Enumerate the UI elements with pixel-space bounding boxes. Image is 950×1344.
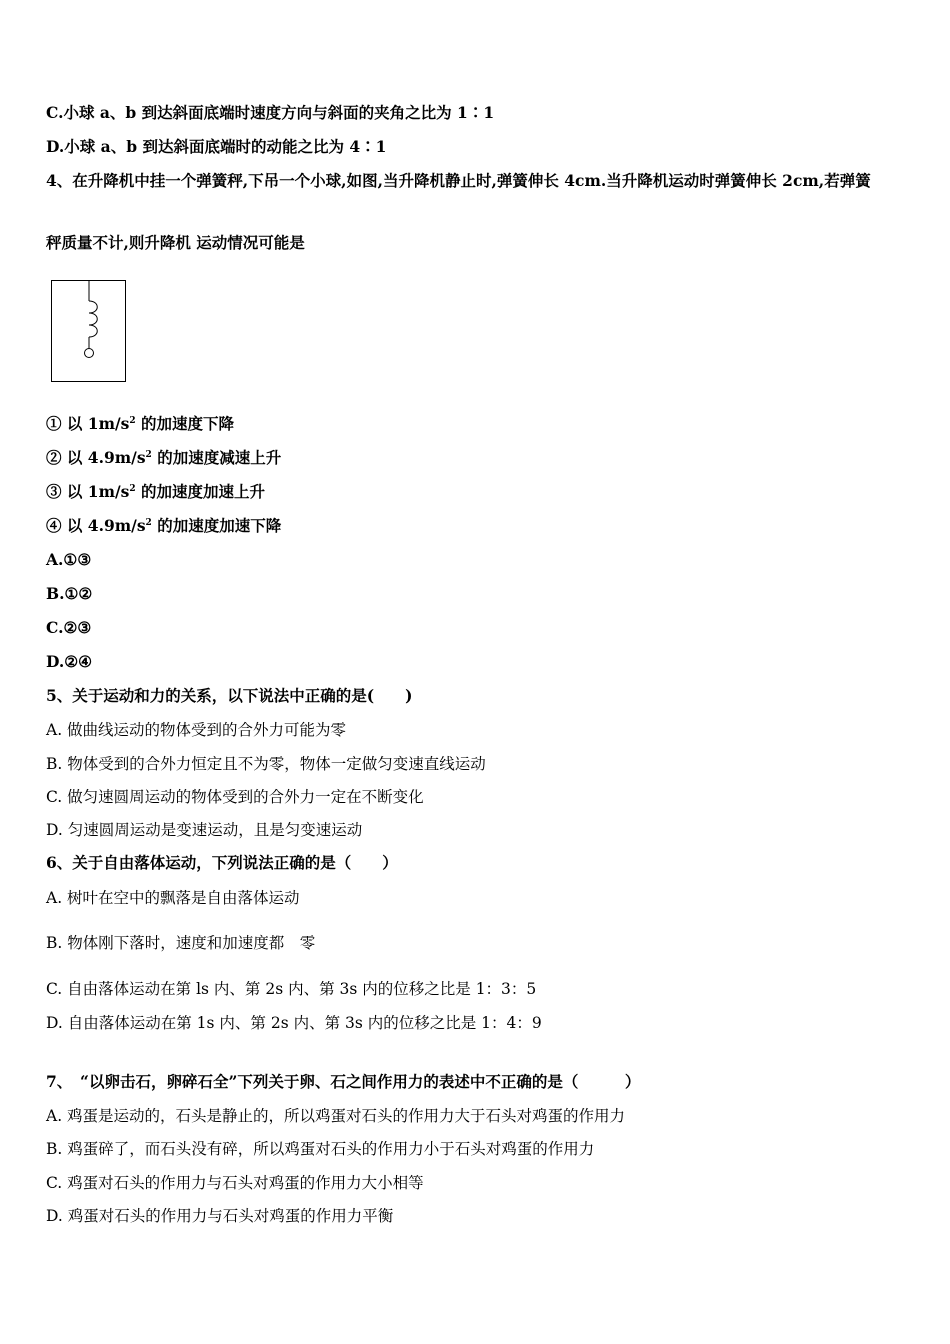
q6-option-d: D. 自由落体运动在第 1s 内、第 2s 内、第 3s 内的位移之比是 1：4：9 <box>46 1014 542 1032</box>
q5-option-c: C. 做匀速圆周运动的物体受到的合外力一定在不断变化 <box>46 788 424 806</box>
q6-option-a: A. 树叶在空中的飘落是自由落体运动 <box>46 889 300 907</box>
q5-option-b: B. 物体受到的合外力恒定且不为零，物体一定做匀变速直线运动 <box>46 755 486 773</box>
q3-option-d: D.小球 a、b 到达斜面底端时的动能之比为 4∶1 <box>46 137 387 156</box>
q4-item-4: ④ 以 $4.9m/s^2$ 的加速度加速下降 <box>46 516 282 535</box>
q5-option-d: D. 匀速圆周运动是变速运动，且是匀变速运动 <box>46 821 363 839</box>
q6-stem: 6、关于自由落体运动，下列说法正确的是（ ） <box>46 853 398 872</box>
q5-option-a: A. 做曲线运动的物体受到的合外力可能为零 <box>46 721 347 739</box>
q7-option-b: B. 鸡蛋碎了，而石头没有碎，所以鸡蛋对石头的作用力小于石头对鸡蛋的作用力 <box>46 1140 595 1158</box>
elevator-spring-figure <box>50 279 128 385</box>
q4-stem-line1: 4、在升降机中挂一个弹簧秤,下吊一个小球,如图,当升降机静止时,弹簧伸长 4cm.当升降机运动时弹簧伸长 2cm,若弹簧 <box>46 171 871 190</box>
q4-option-c: C.②③ <box>46 618 92 637</box>
q4-stem-line2: 秤质量不计,则升降机 运动情况可能是 <box>46 233 305 252</box>
q6-option-b: B. 物体刚下落时，速度和加速度都 零 <box>46 934 316 952</box>
q5-stem: 5、关于运动和力的关系，以下说法中正确的是( ) <box>46 686 413 705</box>
q3-option-c: C.小球 a、b 到达斜面底端时速度方向与斜面的夹角之比为 1∶1 <box>46 103 495 122</box>
q4-option-d: D.②④ <box>46 652 93 671</box>
q7-option-c: C. 鸡蛋对石头的作用力与石头对鸡蛋的作用力大小相等 <box>46 1174 424 1192</box>
q4-option-b: B.①② <box>46 584 93 603</box>
q4-item-3: ③ 以 $1m/s^2$ 的加速度加速上升 <box>46 482 266 501</box>
q6-option-c: C. 自由落体运动在第 ls 内、第 2s 内、第 3s 内的位移之比是 1：3：5 <box>46 980 537 998</box>
q4-item-2: ② 以 $4.9m/s^2$ 的加速度减速上升 <box>46 448 282 467</box>
q7-stem: 7、 “以卵击石，卵碎石全”下列关于卵、石之间作用力的表述中不正确的是（ ） <box>46 1072 641 1091</box>
q7-option-d: D. 鸡蛋对石头的作用力与石头对鸡蛋的作用力平衡 <box>46 1207 394 1225</box>
q4-item-1: ① 以 $1m/s^2$ 的加速度下降 <box>46 414 235 433</box>
q4-option-a: A.①③ <box>46 550 92 569</box>
q7-option-a: A. 鸡蛋是运动的，石头是静止的，所以鸡蛋对石头的作用力大于石头对鸡蛋的作用力 <box>46 1107 626 1125</box>
